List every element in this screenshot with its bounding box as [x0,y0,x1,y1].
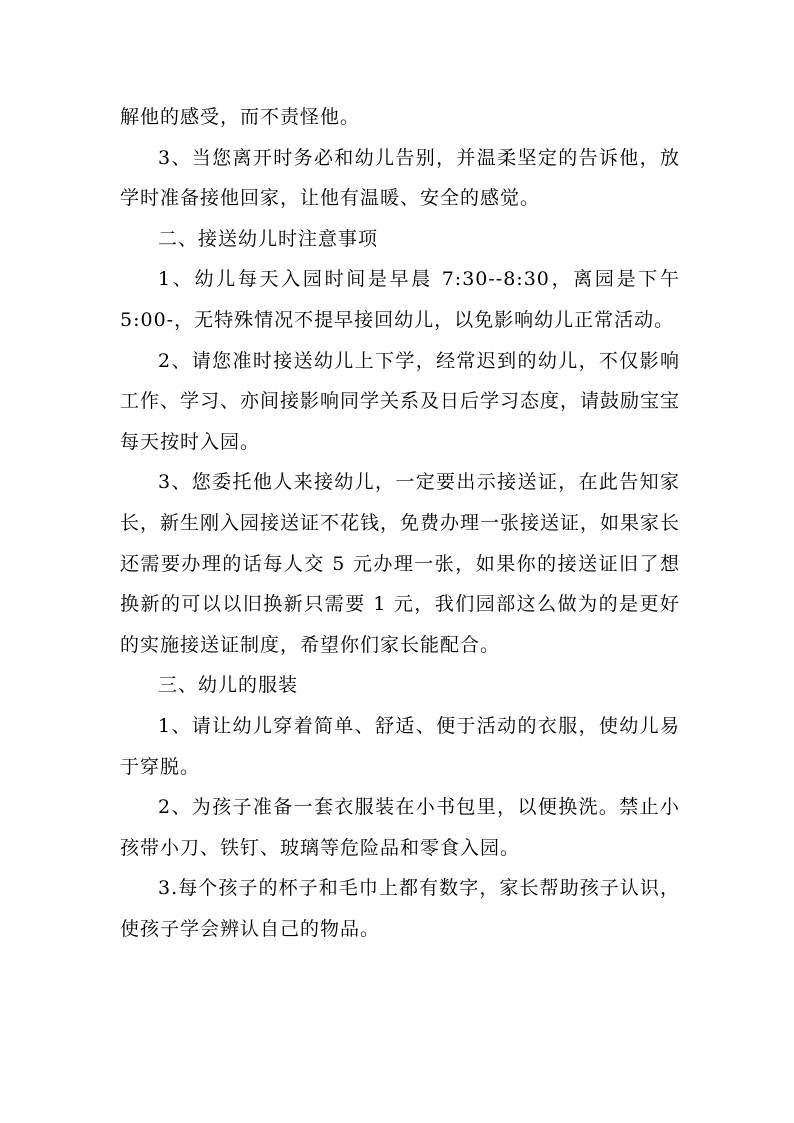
paragraph-punctuality: 2、请您准时接送幼儿上下学，经常迟到的幼儿，不仅影响工作、学习、亦间接影响同学关系及日后学习态度，请鼓励宝宝每天按时入园。 [120,349,681,453]
paragraph-pickup-card: 3、您委托他人来接幼儿，一定要出示接送证，在此告知家长，新生刚入园接送证不花钱，免费办理一张接送证，如果家长还需要办理的话每人交 5 元办理一张，如果你的接送证旧了想换新的可以以旧换新只需要 1 元，我们园部这么做为的是更好的实施接送证制度，希望你们家长能配合。 [120,471,681,656]
paragraph-farewell-tip: 3、当您离开时务必和幼儿告别，并温柔坚定的告诉他，放学时准备接他回家，让他有温暖、安全的感觉。 [120,146,680,210]
section-heading-pickup: 二、接送幼儿时注意事项 [158,227,379,250]
paragraph-cup-towel: 3.每个孩子的杯子和毛巾上都有数字，家长帮助孩子认识，使孩子学会辨认自己的物品。 [120,877,680,940]
paragraph-spare-clothes: 2、为孩子准备一套衣服装在小书包里，以便换洗。禁止小孩带小刀、铁钉、玻璃等危险品和零食入园。 [120,796,680,859]
document-body [120,97,680,949]
paragraph-arrival-time: 1、幼儿每天入园时间是早晨 7:30--8:30，离园是下午 5:00-，无特殊情况不提早接回幼儿，以免影响幼儿正常活动。 [120,268,680,331]
paragraph-clothing-simple: 1、请让幼儿穿着简单、舒适、便于活动的衣服，使幼儿易于穿脱。 [120,714,680,778]
paragraph-continuation: 解他的感受，而不责怪他。 [120,106,361,128]
section-heading-clothing: 三、幼儿的服装 [158,674,299,697]
